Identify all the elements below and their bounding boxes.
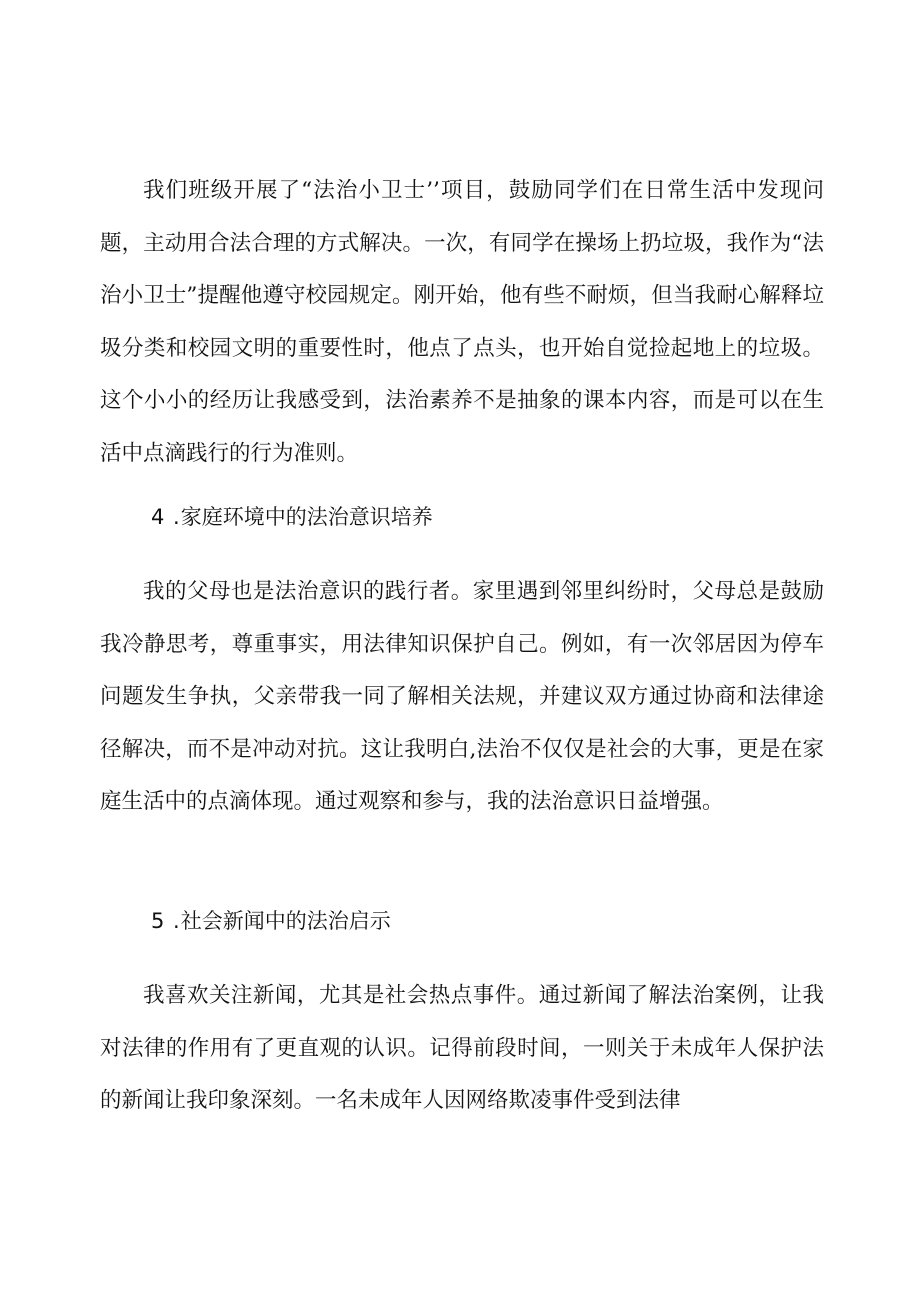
section-5-number: 5 . — [151, 909, 181, 933]
section-5-title: 社会新闻中的法治启示 — [180, 909, 391, 933]
section-4-number: 4 . — [151, 505, 181, 529]
section-4-heading — [151, 502, 433, 532]
section-5-heading — [151, 906, 391, 936]
paragraph-law-guardian-project: 我们班级开展了“法治小卫士’’项目，鼓励同学们在日常生活中发现问题，主动用合法合理的方式解决。一次，有同学在操场上扔垃圾，我作为“法治小卫士”提醒他遵守校园规定。刚开始，他有些不耐烦，但当我耐心解释垃圾分类和校园文明的重要性时，他点了点头，也开始自觉捡起地上的垃圾。这个小小的经历让我感受到，法治素养不是抽象的课本内容，而是可以在生活中点滴践行的行为准则。 — [100, 178, 824, 466]
paragraph-social-news: 我喜欢关注新闻，尤其是社会热点事件。通过新闻了解法治案例，让我对法律的作用有了更直观的认识。记得前段时间，一则关于未成年人保护法的新闻让我印象深刻。一名未成年人因网络欺凌事件受到法律 — [100, 983, 824, 1114]
section-4-title: 家庭环境中的法治意识培养 — [180, 505, 433, 529]
paragraph-family-law-awareness: 我的父母也是法治意识的践行者。家里遇到邻里纠纷时，父母总是鼓励我冷静思考，尊重事实，用法律知识保护自己。例如，有一次邻居因为停车问题发生争执，父亲带我一同了解相关法规，并建议双方通过协商和法律途径解决，而不是冲动对抗。这让我明白,法治不仅仅是社会的大事，更是在家庭生活中的点滴体现。通过观察和参与，我的法治意识日益增强。 — [100, 579, 824, 815]
